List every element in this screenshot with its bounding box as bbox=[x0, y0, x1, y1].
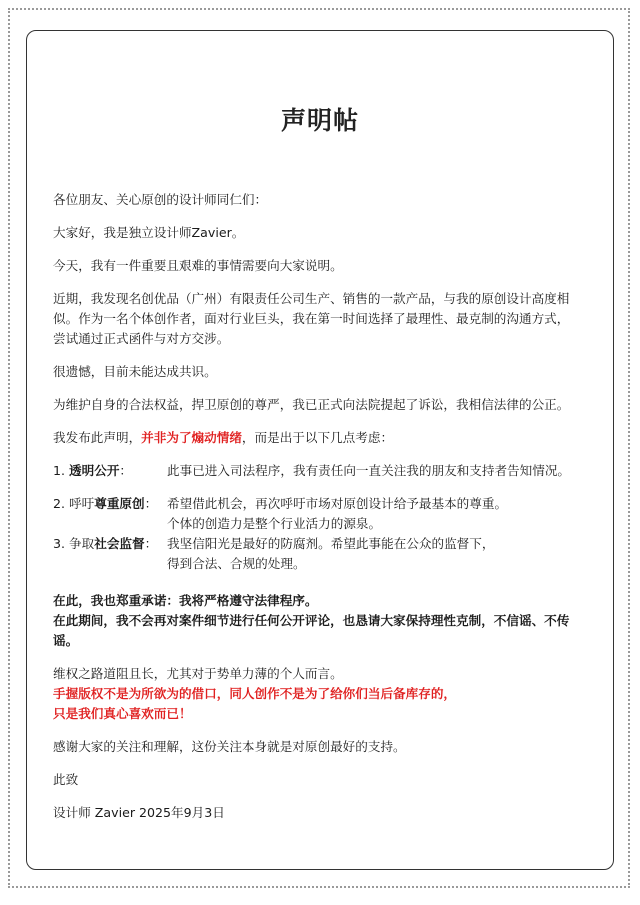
point-2 bbox=[53, 494, 613, 534]
page-title: 声明帖 bbox=[280, 106, 359, 135]
point-1 bbox=[53, 461, 613, 481]
hard-road: 维权之路道阻且长，尤其对于势单力薄的个人而言。 bbox=[53, 666, 343, 681]
point-1-label: 1. 透明公开： bbox=[53, 463, 132, 478]
reason-post: ，而是出于以下几点考虑： bbox=[241, 430, 394, 445]
point-2-label: 2. 呼吁尊重原创： bbox=[53, 496, 158, 511]
point-3 bbox=[53, 534, 613, 574]
signature: 设计师 Zavier 2025年9月3日 bbox=[53, 805, 225, 820]
reason-paragraph bbox=[53, 428, 613, 448]
point-3-label: 3. 争取社会监督： bbox=[53, 536, 158, 551]
promise-line-1: 在此，我也郑重承诺：我将严格遵守法律程序。 bbox=[53, 593, 318, 608]
red-line-1: 手握版权不是为所欲为的借口，同人创作不是为了给你们当后备库存的， bbox=[53, 686, 456, 701]
today-paragraph: 今天，我有一件重要且艰难的事情需要向大家说明。 bbox=[53, 258, 343, 273]
point-2-text: 希望借此机会，再次呼吁市场对原创设计给予最基本的尊重。 个体的创造力是整个行业活力的源泉。 bbox=[167, 496, 508, 531]
promise-line-2: 在此期间，我不会再对案件细节进行任何公开评论，也恳请大家保持理性克制，不信谣、不传谣。 bbox=[53, 613, 570, 648]
thanks-paragraph: 感谢大家的关注和理解，这份关注本身就是对原创最好的支持。 bbox=[53, 739, 406, 754]
recent-paragraph: 近期，我发现名创优品（广州）有限责任公司生产、销售的一款产品，与我的原创设计高度相似。作为一名个体创作者，面对行业巨头，我在第一时间选择了最理性、最克制的沟通方式，尝试通过正式函件与对方交涉。 bbox=[53, 291, 570, 346]
point-1-text: 此事已进入司法程序，我有责任向一直关注我的朋友和支持者告知情况。 bbox=[167, 463, 570, 478]
lawsuit-paragraph: 为维护自身的合法权益，捍卫原创的尊严，我已正式向法院提起了诉讼，我相信法律的公正。 bbox=[53, 397, 570, 412]
statement-body bbox=[53, 190, 613, 823]
red-line-2: 只是我们真心喜欢而已！ bbox=[53, 706, 192, 721]
closing: 此致 bbox=[53, 772, 79, 787]
regret-paragraph: 很遗憾，目前未能达成共识。 bbox=[53, 364, 217, 379]
intro-paragraph: 大家好，我是独立设计师Zavier。 bbox=[53, 225, 245, 240]
greeting: 各位朋友、关心原创的设计师同仁们： bbox=[53, 192, 268, 207]
point-3-text: 我坚信阳光是最好的防腐剂。希望此事能在公众的监督下， 得到合法、合规的处理。 bbox=[167, 536, 495, 571]
reason-pre: 我发布此声明， bbox=[53, 430, 142, 445]
reason-highlight: 并非为了煽动情绪 bbox=[141, 430, 242, 445]
